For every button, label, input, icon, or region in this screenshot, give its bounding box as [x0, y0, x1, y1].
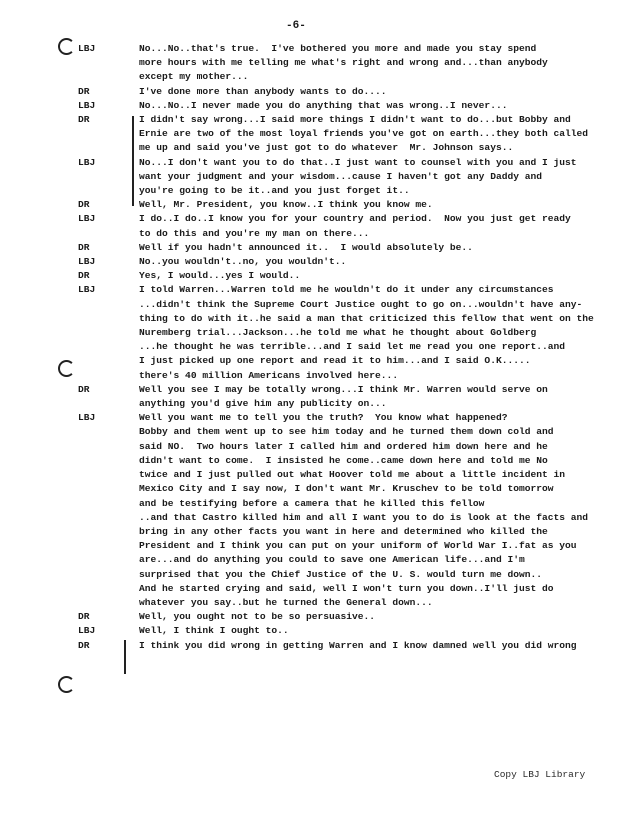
- transcript-entry: [60, 411, 620, 425]
- speech-text: Well, I think I ought to..: [139, 625, 289, 637]
- speaker-label: DR: [78, 114, 90, 126]
- speaker-label: DR: [78, 270, 90, 282]
- speaker-label: LBJ: [78, 156, 96, 168]
- speech-text: No...No..that's true. I've bothered you more and made you stay spend more hours with me telling me what's right and wrong and...than anybody except my mother...: [139, 43, 548, 83]
- speech-text: No...I don't want you to do that..I just want to counsel with you and I just want your judgment and your wisdom...cause I haven't got any Daddy and you're going to be it..and you just forget it..: [139, 156, 577, 197]
- speech-text: I've done more than anybody wants to do....: [139, 85, 387, 97]
- transcript-entry: [60, 269, 620, 283]
- speech-text: Bobby and them went up to see him today and he turned them down cold and said NO. Two hours later I called him and ordered him down here and he didn't want to come. I insisted he come..came down here and told me No twice and I just pulled out what Hoover told me about a little incident in Mexico City and I say now, I don't want Mr. Kruschev to be told tomorrow and be testifying before a camera that he killed this fellow ..and that Castro killed him and all I want you to do is look at the facts and bring in any other facts you want in here and determined who killed the President and I think you can put on your uniform of World War I..fat as you are...and do anything you could to save one American life...and I'm surprised that you the Chief Justice of the U. S. would turn me down.. And he started crying and said, well I won't turn you down..I'll just do whatever you say..but he turned the General down...: [139, 426, 589, 608]
- page-number: -6-: [286, 20, 306, 32]
- speaker-label: LBJ: [78, 412, 96, 424]
- speech-text: Well, you ought not to be so persuasive..: [139, 611, 376, 623]
- library-footer: Copy LBJ Library: [494, 769, 586, 780]
- transcript-entry: [60, 639, 620, 653]
- transcript-entry: [60, 241, 620, 255]
- speech-text: Well you want me to tell you the truth? You know what happened?: [139, 412, 508, 424]
- speaker-label: LBJ: [78, 213, 96, 225]
- transcript-entry: [60, 283, 620, 382]
- transcript-entry: [60, 610, 620, 624]
- speech-text: Well, Mr. President, you know..I think you know me.: [139, 199, 433, 211]
- transcript-entry: [60, 425, 620, 610]
- speech-text: I think you did wrong in getting Warren and I know damned well you did wrong: [139, 639, 577, 651]
- speaker-label: LBJ: [78, 284, 96, 296]
- speech-text: Well if you hadn't announced it.. I would absolutely be..: [139, 241, 473, 253]
- speaker-label: DR: [78, 611, 90, 623]
- speaker-label: DR: [78, 383, 90, 395]
- transcript-entry: [60, 156, 620, 199]
- speech-text: I didn't say wrong...I said more things I didn't want to do...but Bobby and Ernie are two of the most loyal friends you've got on earth...they both called me up and said you've just got to do whatever Mr. Johnson says..: [139, 114, 589, 154]
- transcript-entry: [60, 99, 620, 113]
- speaker-label: DR: [78, 199, 90, 211]
- speaker-label: LBJ: [78, 99, 96, 111]
- transcript: [60, 42, 620, 653]
- transcript-entry: [60, 255, 620, 269]
- transcript-entry: [60, 212, 620, 240]
- speech-text: No...No..I never made you do anything that was wrong..I never...: [139, 99, 508, 111]
- transcript-entry: [60, 42, 620, 85]
- speaker-label: DR: [78, 85, 90, 97]
- speaker-label: LBJ: [78, 625, 96, 637]
- speech-text: Well you see I may be totally wrong...I think Mr. Warren would serve on anything you'd give him any publicity on...: [139, 383, 548, 410]
- transcript-entry: [60, 113, 620, 156]
- speech-text: I told Warren...Warren told me he wouldn't do it under any circumstances ...didn't think the Supreme Court Justice ought to go on...wouldn't have any- thing to do with it..he said a man that criticized this fellow that went on the Nuremberg trial...Jackson...he told me what he thought about Goldberg ...he thought he was terrible...and I said let me read you one report..and I just picked up one report and read it to him...and I said O.K..... there's 40 million Americans involved here...: [139, 284, 594, 381]
- speech-text: Yes, I would...yes I would..: [139, 270, 301, 282]
- speaker-label: LBJ: [78, 43, 96, 54]
- speech-text: I do..I do..I know you for your country and period. Now you just get ready to do this and you're my man on there...: [139, 213, 571, 239]
- transcript-entry: [60, 383, 620, 411]
- speech-text: No..you wouldn't..no, you wouldn't..: [139, 256, 347, 268]
- speaker-label: LBJ: [78, 256, 96, 268]
- speaker-label: DR: [78, 241, 90, 253]
- punch-hole-bottom: [58, 676, 75, 693]
- speaker-label: DR: [78, 639, 90, 651]
- transcript-entry: [60, 85, 620, 99]
- transcript-entry: [60, 198, 620, 212]
- transcript-entry: [60, 624, 620, 638]
